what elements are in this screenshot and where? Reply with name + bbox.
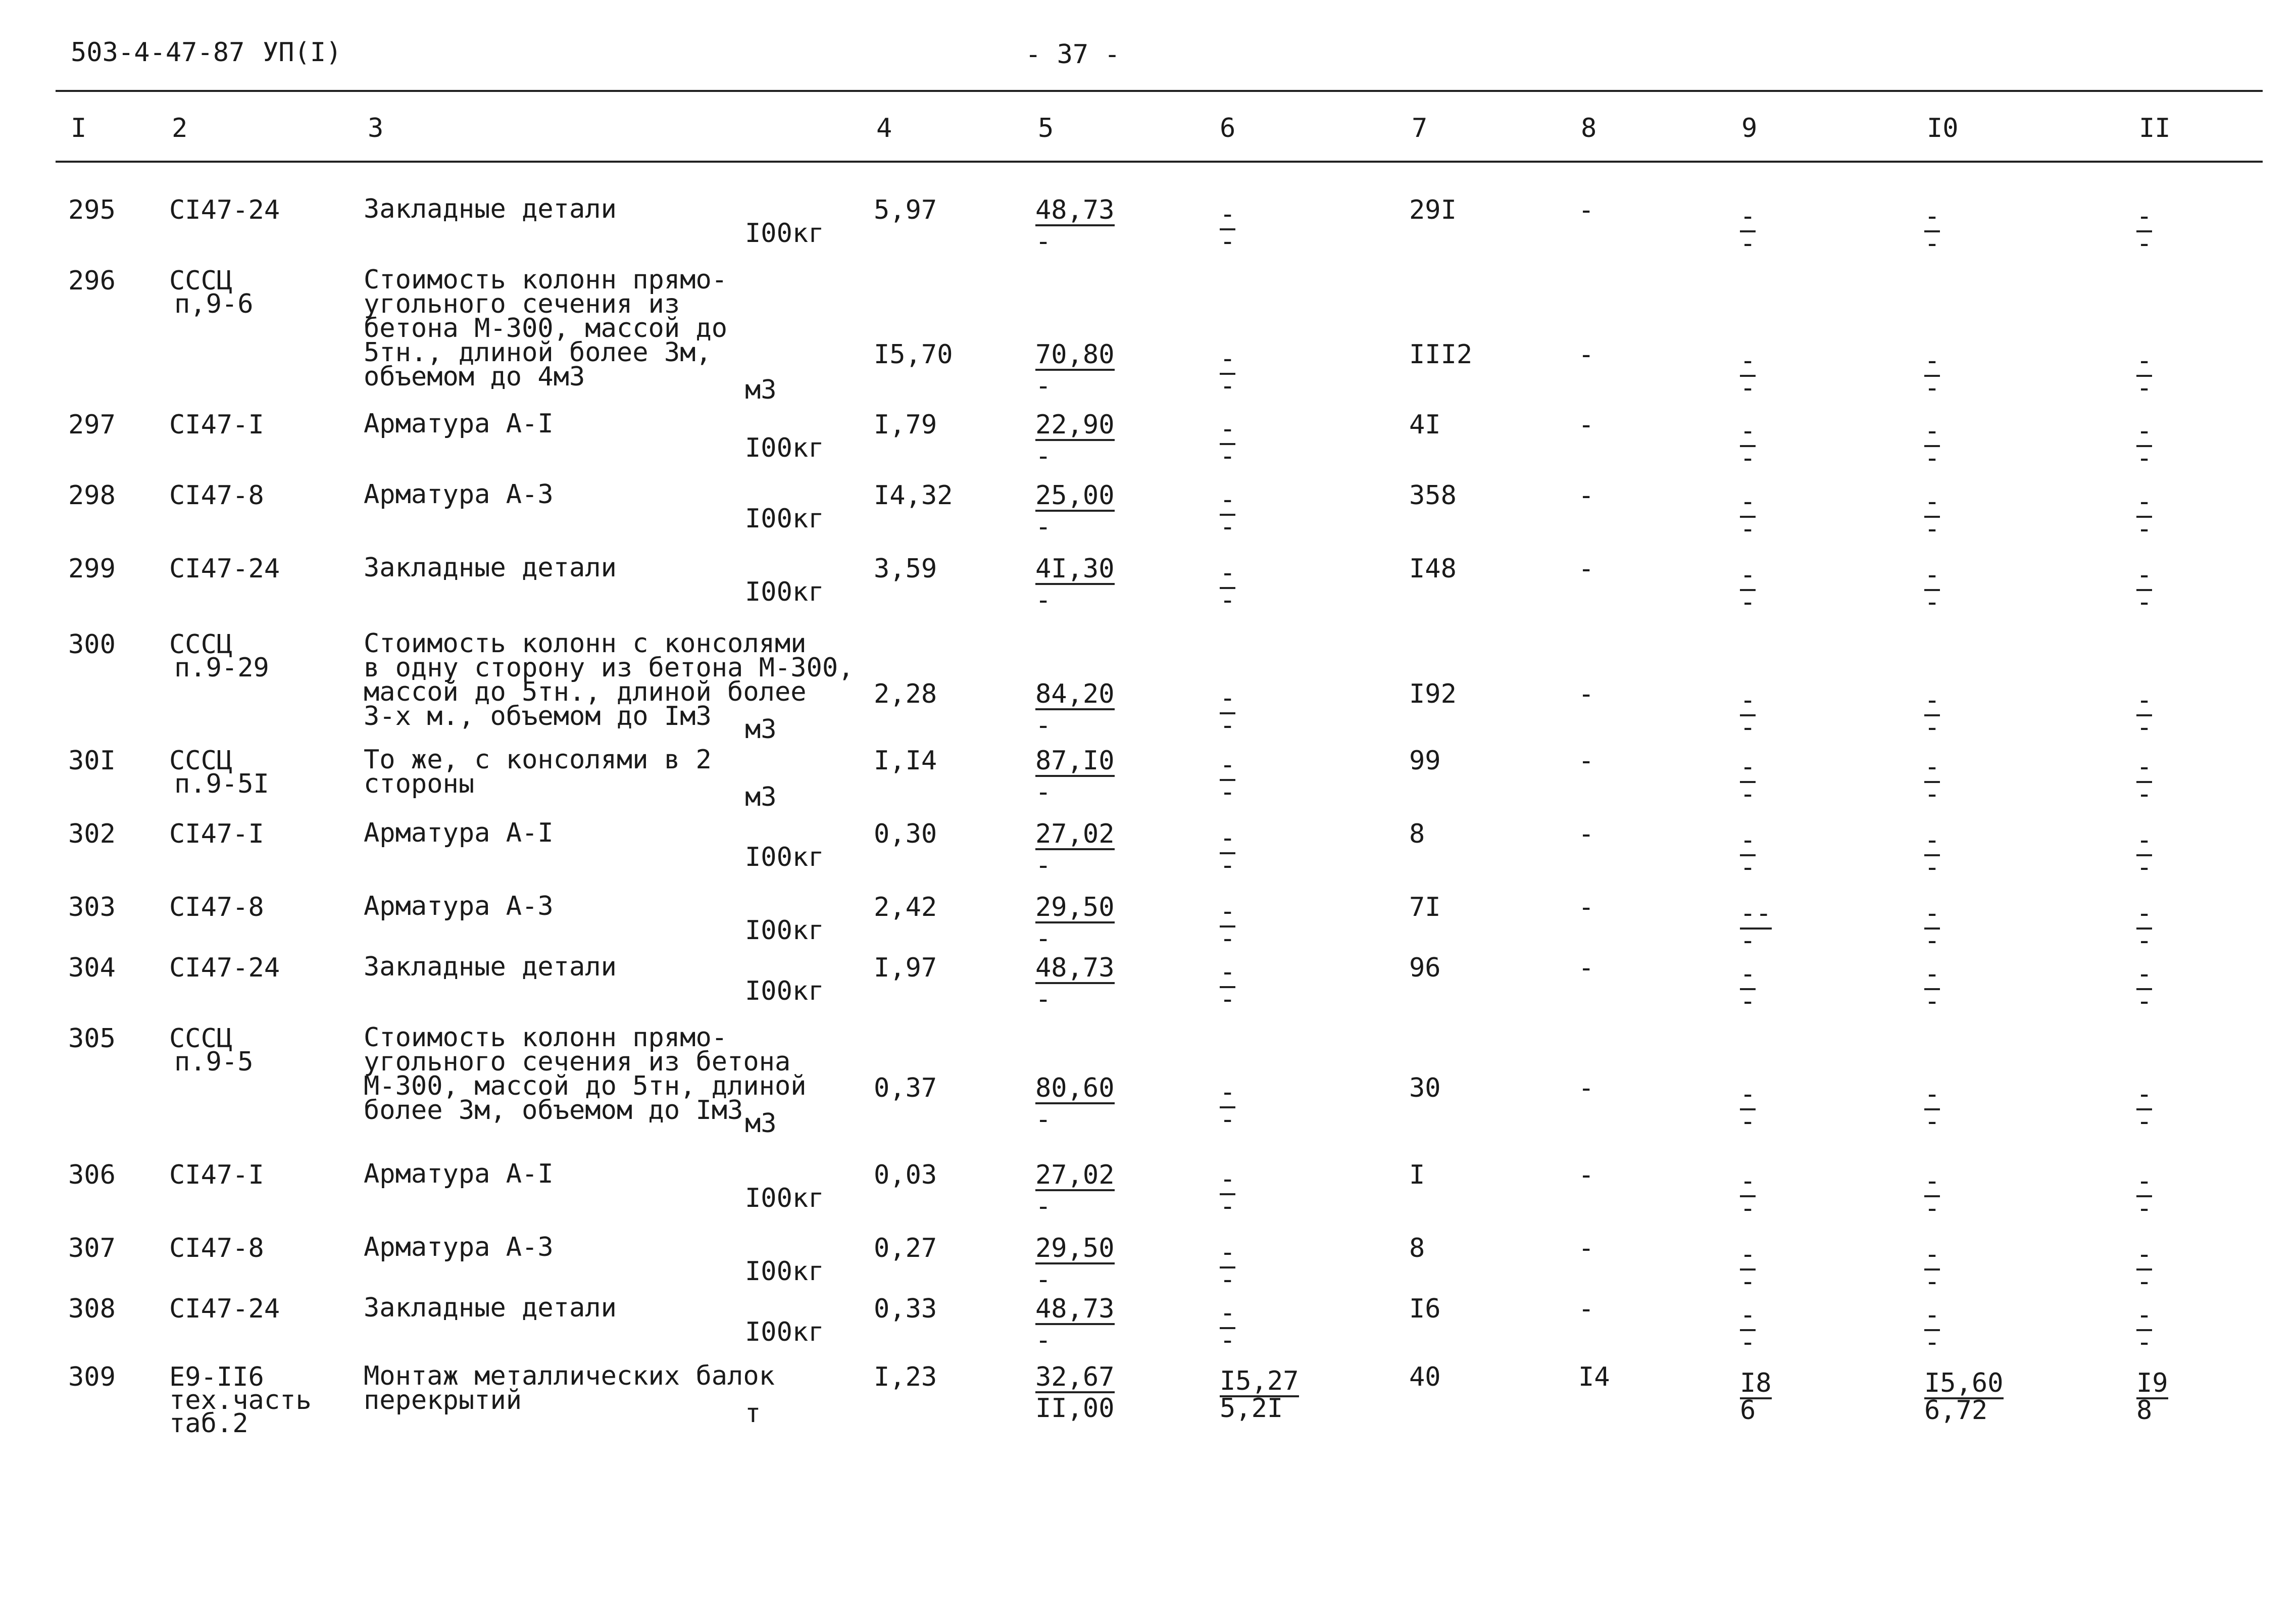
row-col9-bottom: - bbox=[1740, 712, 1756, 743]
row-col7: I6 bbox=[1409, 1294, 1441, 1324]
row-col11-top: - bbox=[2136, 560, 2153, 590]
row-col11-bottom: - bbox=[2136, 925, 2153, 956]
row-code: СССЦ bbox=[169, 629, 233, 660]
row-col6-top: - bbox=[1220, 484, 1236, 515]
row-cost-bottom: - bbox=[1035, 226, 1052, 257]
row-unit: I00кг bbox=[745, 577, 824, 607]
row-cost-top: 4I,30 bbox=[1035, 554, 1115, 584]
row-description: Арматура А-I bbox=[364, 818, 554, 848]
row-col6-bottom: - bbox=[1220, 850, 1236, 881]
row-col9-bottom: - bbox=[1740, 852, 1756, 883]
row-col7: I bbox=[1409, 1160, 1425, 1190]
row-unit: I00кг bbox=[745, 218, 824, 249]
row-col9-top: I8 bbox=[1740, 1368, 1772, 1398]
row-col7: 8 bbox=[1409, 1233, 1425, 1263]
row-col11-top: - bbox=[2136, 416, 2153, 446]
row-col10-bottom: 6,72 bbox=[1924, 1395, 1988, 1426]
row-col10-top: - bbox=[1924, 201, 1940, 231]
row-quantity: I,23 bbox=[874, 1362, 937, 1392]
row-code: таб.2 bbox=[169, 1408, 248, 1439]
row-col6-top: - bbox=[1220, 1077, 1236, 1107]
row-description: Арматура А-3 bbox=[364, 479, 554, 510]
row-col8: - bbox=[1578, 819, 1594, 849]
row-col9-top: -- bbox=[1740, 898, 1772, 929]
row-number: 304 bbox=[68, 953, 116, 983]
row-cost-top: 84,20 bbox=[1035, 679, 1115, 709]
row-col9-bottom: - bbox=[1740, 373, 1756, 403]
row-col9-top: - bbox=[1740, 560, 1756, 590]
column-header-5: 5 bbox=[1038, 113, 1054, 143]
row-code: п.9-5I bbox=[174, 769, 269, 799]
row-col6-bottom: - bbox=[1220, 984, 1236, 1014]
page-number: - 37 - bbox=[1025, 39, 1120, 70]
row-col11-top: - bbox=[2136, 959, 2153, 989]
row-col8: - bbox=[1578, 1160, 1594, 1190]
row-col6-top: I5,27 bbox=[1220, 1366, 1299, 1396]
row-unit: I00кг bbox=[745, 1256, 824, 1287]
row-code: CI47-24 bbox=[169, 554, 280, 584]
row-col9-top: - bbox=[1740, 825, 1756, 855]
row-description: 3-х м., объемом до Iм3 bbox=[364, 701, 712, 731]
row-col11-bottom: - bbox=[2136, 1327, 2153, 1357]
column-header-2: 2 bbox=[172, 113, 188, 143]
row-description: Закладные детали bbox=[364, 1293, 617, 1323]
row-col9-bottom: - bbox=[1740, 514, 1756, 544]
row-col10-bottom: - bbox=[1924, 779, 1940, 809]
row-col9-top: - bbox=[1740, 1300, 1756, 1330]
row-code: CI47-8 bbox=[169, 1233, 264, 1263]
row-cost-bottom: - bbox=[1035, 585, 1052, 615]
row-col9-bottom: - bbox=[1740, 1266, 1756, 1297]
column-header-3: 3 bbox=[368, 113, 384, 143]
row-code: CI47-24 bbox=[169, 953, 280, 983]
row-col6-top: - bbox=[1220, 344, 1236, 374]
row-col10-bottom: - bbox=[1924, 852, 1940, 883]
row-col6-top: - bbox=[1220, 1164, 1236, 1194]
row-col10-bottom: - bbox=[1924, 1327, 1940, 1357]
row-col11-bottom: - bbox=[2136, 986, 2153, 1016]
row-code: п,9-6 bbox=[174, 289, 254, 319]
row-col9-top: - bbox=[1740, 201, 1756, 231]
row-description: угольного сечения из bbox=[364, 289, 680, 319]
row-col10-bottom: - bbox=[1924, 514, 1940, 544]
row-col7: 8 bbox=[1409, 819, 1425, 849]
row-code: CI47-24 bbox=[169, 1294, 280, 1324]
row-col11-bottom: 8 bbox=[2136, 1395, 2153, 1426]
column-header-6: 6 bbox=[1220, 113, 1236, 143]
row-col8: - bbox=[1578, 410, 1594, 440]
row-number: 303 bbox=[68, 892, 116, 922]
row-description: То же, с консолями в 2 bbox=[364, 745, 712, 775]
row-col6-bottom: - bbox=[1220, 585, 1236, 615]
row-code: CI47-I bbox=[169, 819, 264, 849]
row-col10-top: - bbox=[1924, 486, 1940, 517]
row-description: Арматура А-I bbox=[364, 409, 554, 439]
row-col7: 99 bbox=[1409, 746, 1441, 776]
row-description: Арматура А-I bbox=[364, 1159, 554, 1189]
row-col11-top: - bbox=[2136, 486, 2153, 517]
row-description: массой до 5тн., длиной более bbox=[364, 677, 807, 707]
row-col8: - bbox=[1578, 1233, 1594, 1263]
row-col6-top: - bbox=[1220, 823, 1236, 853]
row-cost-bottom: II,00 bbox=[1035, 1393, 1115, 1424]
row-description: Арматура А-3 bbox=[364, 1232, 554, 1262]
row-cost-bottom: - bbox=[1035, 923, 1052, 954]
row-col10-top: - bbox=[1924, 346, 1940, 376]
row-col10-top: - bbox=[1924, 752, 1940, 782]
row-quantity: 3,59 bbox=[874, 554, 937, 584]
row-col11-bottom: - bbox=[2136, 587, 2153, 617]
row-code: п.9-5 bbox=[174, 1047, 254, 1077]
row-col9-top: - bbox=[1740, 486, 1756, 517]
row-col8: - bbox=[1578, 554, 1594, 584]
row-number: 309 bbox=[68, 1362, 116, 1392]
row-col6-top: - bbox=[1220, 957, 1236, 987]
row-col10-top: - bbox=[1924, 898, 1940, 929]
row-description: Стоимость колонн прямо- bbox=[364, 1022, 728, 1053]
row-quantity: 0,37 bbox=[874, 1073, 937, 1103]
row-cost-top: 70,80 bbox=[1035, 339, 1115, 370]
row-col10-bottom: - bbox=[1924, 986, 1940, 1016]
row-description: перекрытий bbox=[364, 1385, 522, 1415]
row-number: 298 bbox=[68, 480, 116, 511]
row-description: 5тн., длиной более 3м, bbox=[364, 337, 712, 368]
row-col9-bottom: - bbox=[1740, 228, 1756, 259]
row-col6-bottom: - bbox=[1220, 1325, 1236, 1355]
row-code: Е9-II6 bbox=[169, 1362, 264, 1392]
row-code: СССЦ bbox=[169, 1023, 233, 1054]
row-col10-top: - bbox=[1924, 685, 1940, 715]
row-col6-top: - bbox=[1220, 414, 1236, 444]
row-code: CI47-I bbox=[169, 410, 264, 440]
row-col11-bottom: - bbox=[2136, 228, 2153, 259]
row-col6-bottom: - bbox=[1220, 441, 1236, 471]
row-col11-bottom: - bbox=[2136, 1266, 2153, 1297]
row-col11-bottom: - bbox=[2136, 514, 2153, 544]
row-description: Арматура А-3 bbox=[364, 891, 554, 921]
row-col7: 40 bbox=[1409, 1362, 1441, 1392]
row-cost-top: 87,I0 bbox=[1035, 746, 1115, 776]
row-number: 30I bbox=[68, 746, 116, 776]
row-cost-bottom: - bbox=[1035, 441, 1052, 471]
row-cost-top: 48,73 bbox=[1035, 953, 1115, 983]
row-col10-top: - bbox=[1924, 1079, 1940, 1109]
row-quantity: 5,97 bbox=[874, 195, 937, 225]
row-col6-bottom: - bbox=[1220, 1104, 1236, 1135]
row-col7: 358 bbox=[1409, 480, 1457, 511]
row-description: Стоимость колонн с консолями bbox=[364, 628, 807, 659]
row-col9-top: - bbox=[1740, 1166, 1756, 1196]
column-header-7: 7 bbox=[1412, 113, 1428, 143]
row-col6-top: - bbox=[1220, 1298, 1236, 1328]
row-unit: I00кг bbox=[745, 1317, 824, 1347]
row-col10-bottom: - bbox=[1924, 712, 1940, 743]
row-quantity: I,79 bbox=[874, 410, 937, 440]
row-cost-top: 32,67 bbox=[1035, 1362, 1115, 1392]
row-col10-bottom: - bbox=[1924, 228, 1940, 259]
row-col7: I92 bbox=[1409, 679, 1457, 709]
row-cost-top: 48,73 bbox=[1035, 1294, 1115, 1324]
row-col6-bottom: - bbox=[1220, 1191, 1236, 1222]
row-col10-top: - bbox=[1924, 1166, 1940, 1196]
row-quantity: I,I4 bbox=[874, 746, 937, 776]
row-col9-top: - bbox=[1740, 959, 1756, 989]
row-description: угольного сечения из бетона bbox=[364, 1047, 791, 1077]
row-number: 296 bbox=[68, 266, 116, 296]
row-unit: I00кг bbox=[745, 976, 824, 1006]
row-col9-top: - bbox=[1740, 752, 1756, 782]
row-col10-bottom: - bbox=[1924, 1266, 1940, 1297]
row-col10-bottom: - bbox=[1924, 373, 1940, 403]
row-col8: - bbox=[1578, 339, 1594, 370]
row-col6-top: - bbox=[1220, 558, 1236, 588]
column-header-4: 4 bbox=[876, 113, 892, 143]
row-code: СССЦ bbox=[169, 266, 233, 296]
row-col8: - bbox=[1578, 1073, 1594, 1103]
row-description: объемом до 4м3 bbox=[364, 362, 585, 392]
row-cost-bottom: - bbox=[1035, 1104, 1052, 1135]
row-unit: т bbox=[745, 1398, 761, 1429]
row-col11-top: - bbox=[2136, 1239, 2153, 1270]
row-unit: м3 bbox=[745, 714, 777, 745]
row-description: более 3м, объемом до Iм3 bbox=[364, 1095, 743, 1126]
row-col6-bottom: - bbox=[1220, 923, 1236, 954]
row-unit: I00кг bbox=[745, 842, 824, 872]
row-number: 307 bbox=[68, 1233, 116, 1263]
row-description: Закладные детали bbox=[364, 194, 617, 224]
row-number: 297 bbox=[68, 410, 116, 440]
row-col8: I4 bbox=[1578, 1362, 1610, 1392]
row-cost-bottom: - bbox=[1035, 512, 1052, 542]
row-cost-top: 29,50 bbox=[1035, 892, 1115, 922]
row-cost-top: 27,02 bbox=[1035, 1160, 1115, 1190]
row-quantity: 0,27 bbox=[874, 1233, 937, 1263]
column-header-10: I0 bbox=[1927, 113, 1959, 143]
row-col9-top: - bbox=[1740, 1239, 1756, 1270]
row-col7: III2 bbox=[1409, 339, 1473, 370]
row-cost-bottom: - bbox=[1035, 1191, 1052, 1222]
row-number: 300 bbox=[68, 629, 116, 660]
row-col10-top: - bbox=[1924, 959, 1940, 989]
row-col9-top: - bbox=[1740, 416, 1756, 446]
row-col6-bottom: - bbox=[1220, 512, 1236, 542]
row-number: 299 bbox=[68, 554, 116, 584]
row-cost-top: 25,00 bbox=[1035, 480, 1115, 511]
row-number: 306 bbox=[68, 1160, 116, 1190]
row-cost-bottom: - bbox=[1035, 1264, 1052, 1295]
column-header-9: 9 bbox=[1741, 113, 1758, 143]
row-number: 305 bbox=[68, 1023, 116, 1054]
row-col11-top: - bbox=[2136, 1166, 2153, 1196]
row-col11-top: - bbox=[2136, 752, 2153, 782]
row-col11-bottom: - bbox=[2136, 779, 2153, 809]
row-col6-bottom: 5,2I bbox=[1220, 1393, 1283, 1424]
row-col9-top: - bbox=[1740, 685, 1756, 715]
row-description: в одну сторону из бетона М-300, bbox=[364, 653, 854, 683]
row-col9-bottom: - bbox=[1740, 986, 1756, 1016]
row-col11-top: - bbox=[2136, 898, 2153, 929]
row-col9-bottom: - bbox=[1740, 779, 1756, 809]
row-col11-top: - bbox=[2136, 201, 2153, 231]
row-col7: 4I bbox=[1409, 410, 1441, 440]
row-col11-bottom: - bbox=[2136, 1106, 2153, 1137]
row-col11-top: - bbox=[2136, 1079, 2153, 1109]
row-quantity: 0,33 bbox=[874, 1294, 937, 1324]
row-col8: - bbox=[1578, 195, 1594, 225]
row-unit: I00кг bbox=[745, 504, 824, 534]
row-col9-top: - bbox=[1740, 346, 1756, 376]
row-col6-bottom: - bbox=[1220, 777, 1236, 807]
row-col10-top: I5,60 bbox=[1924, 1368, 2004, 1398]
header-rule-top bbox=[56, 90, 2263, 92]
column-header-8: 8 bbox=[1581, 113, 1597, 143]
row-description: Закладные детали bbox=[364, 553, 617, 583]
row-col6-top: - bbox=[1220, 1237, 1236, 1267]
column-header-11: II bbox=[2139, 113, 2171, 143]
row-col10-top: - bbox=[1924, 825, 1940, 855]
row-col10-top: - bbox=[1924, 1239, 1940, 1270]
row-quantity: 0,30 bbox=[874, 819, 937, 849]
row-col10-top: - bbox=[1924, 560, 1940, 590]
row-col8: - bbox=[1578, 953, 1594, 983]
row-col11-bottom: - bbox=[2136, 1193, 2153, 1224]
row-col6-bottom: - bbox=[1220, 371, 1236, 401]
row-col11-top: - bbox=[2136, 346, 2153, 376]
row-description: стороны bbox=[364, 769, 475, 799]
row-col11-bottom: - bbox=[2136, 373, 2153, 403]
row-cost-bottom: - bbox=[1035, 777, 1052, 807]
row-number: 295 bbox=[68, 195, 116, 225]
row-col9-top: - bbox=[1740, 1079, 1756, 1109]
row-col9-bottom: 6 bbox=[1740, 1395, 1756, 1426]
row-number: 308 bbox=[68, 1294, 116, 1324]
row-quantity: I4,32 bbox=[874, 480, 953, 511]
row-col11-top: I9 bbox=[2136, 1368, 2168, 1398]
row-col11-top: - bbox=[2136, 825, 2153, 855]
row-cost-top: 22,90 bbox=[1035, 410, 1115, 440]
row-col8: - bbox=[1578, 480, 1594, 511]
row-unit: I00кг bbox=[745, 1183, 824, 1213]
row-quantity: I,97 bbox=[874, 953, 937, 983]
row-col11-bottom: - bbox=[2136, 712, 2153, 743]
row-cost-top: 80,60 bbox=[1035, 1073, 1115, 1103]
row-col10-bottom: - bbox=[1924, 443, 1940, 473]
row-description: Стоимость колонн прямо- bbox=[364, 265, 728, 295]
row-cost-bottom: - bbox=[1035, 1325, 1052, 1355]
row-col9-bottom: - bbox=[1740, 1106, 1756, 1137]
row-cost-bottom: - bbox=[1035, 710, 1052, 741]
row-unit: м3 bbox=[745, 375, 777, 405]
row-col6-top: - bbox=[1220, 199, 1236, 229]
row-quantity: 2,42 bbox=[874, 892, 937, 922]
column-header-1: I bbox=[71, 113, 87, 143]
section-label: УП(I) bbox=[263, 37, 342, 68]
row-code: CI47-24 bbox=[169, 195, 280, 225]
row-code: п.9-29 bbox=[174, 653, 269, 683]
row-unit: м3 bbox=[745, 782, 777, 812]
row-col8: - bbox=[1578, 679, 1594, 709]
row-col8: - bbox=[1578, 746, 1594, 776]
row-col6-top: - bbox=[1220, 683, 1236, 713]
row-code: CI47-I bbox=[169, 1160, 264, 1190]
row-col10-bottom: - bbox=[1924, 587, 1940, 617]
row-code: тех.часть bbox=[169, 1385, 312, 1415]
row-col6-bottom: - bbox=[1220, 226, 1236, 257]
row-unit: I00кг bbox=[745, 433, 824, 463]
row-quantity: I5,70 bbox=[874, 339, 953, 370]
row-col11-bottom: - bbox=[2136, 852, 2153, 883]
row-cost-top: 48,73 bbox=[1035, 195, 1115, 225]
row-col9-bottom: - bbox=[1740, 1327, 1756, 1357]
row-col11-top: - bbox=[2136, 1300, 2153, 1330]
row-cost-top: 27,02 bbox=[1035, 819, 1115, 849]
row-code: CI47-8 bbox=[169, 892, 264, 922]
row-col10-bottom: - bbox=[1924, 1193, 1940, 1224]
row-cost-bottom: - bbox=[1035, 850, 1052, 881]
row-code: СССЦ bbox=[169, 746, 233, 776]
row-description: бетона М-300, массой до bbox=[364, 313, 728, 344]
row-unit: м3 bbox=[745, 1108, 777, 1139]
row-col7: I48 bbox=[1409, 554, 1457, 584]
row-col9-bottom: - bbox=[1740, 443, 1756, 473]
row-col10-top: - bbox=[1924, 1300, 1940, 1330]
row-unit: I00кг bbox=[745, 915, 824, 946]
row-cost-bottom: - bbox=[1035, 371, 1052, 401]
row-cost-top: 29,50 bbox=[1035, 1233, 1115, 1263]
row-description: М-300, массой до 5тн, длиной bbox=[364, 1071, 807, 1101]
header-rule-bottom bbox=[56, 161, 2263, 163]
row-col9-bottom: - bbox=[1740, 1193, 1756, 1224]
row-code: CI47-8 bbox=[169, 480, 264, 511]
row-col10-top: - bbox=[1924, 416, 1940, 446]
row-description: Монтаж металлических балок bbox=[364, 1361, 775, 1391]
row-quantity: 2,28 bbox=[874, 679, 937, 709]
row-col8: - bbox=[1578, 892, 1594, 922]
document-code: 503-4-47-87 bbox=[71, 37, 245, 68]
row-col6-top: - bbox=[1220, 896, 1236, 926]
row-col7: 29I bbox=[1409, 195, 1457, 225]
row-col6-top: - bbox=[1220, 750, 1236, 780]
row-col7: 96 bbox=[1409, 953, 1441, 983]
row-col9-bottom: - bbox=[1740, 587, 1756, 617]
row-col11-bottom: - bbox=[2136, 443, 2153, 473]
row-description: Закладные детали bbox=[364, 952, 617, 982]
row-col6-bottom: - bbox=[1220, 1264, 1236, 1295]
row-col11-top: - bbox=[2136, 685, 2153, 715]
row-col10-bottom: - bbox=[1924, 925, 1940, 956]
row-col8: - bbox=[1578, 1294, 1594, 1324]
row-number: 302 bbox=[68, 819, 116, 849]
row-col7: 7I bbox=[1409, 892, 1441, 922]
row-col7: 30 bbox=[1409, 1073, 1441, 1103]
row-quantity: 0,03 bbox=[874, 1160, 937, 1190]
row-col6-bottom: - bbox=[1220, 710, 1236, 741]
row-col9-bottom: - bbox=[1740, 925, 1756, 956]
row-col10-bottom: - bbox=[1924, 1106, 1940, 1137]
row-cost-bottom: - bbox=[1035, 984, 1052, 1014]
